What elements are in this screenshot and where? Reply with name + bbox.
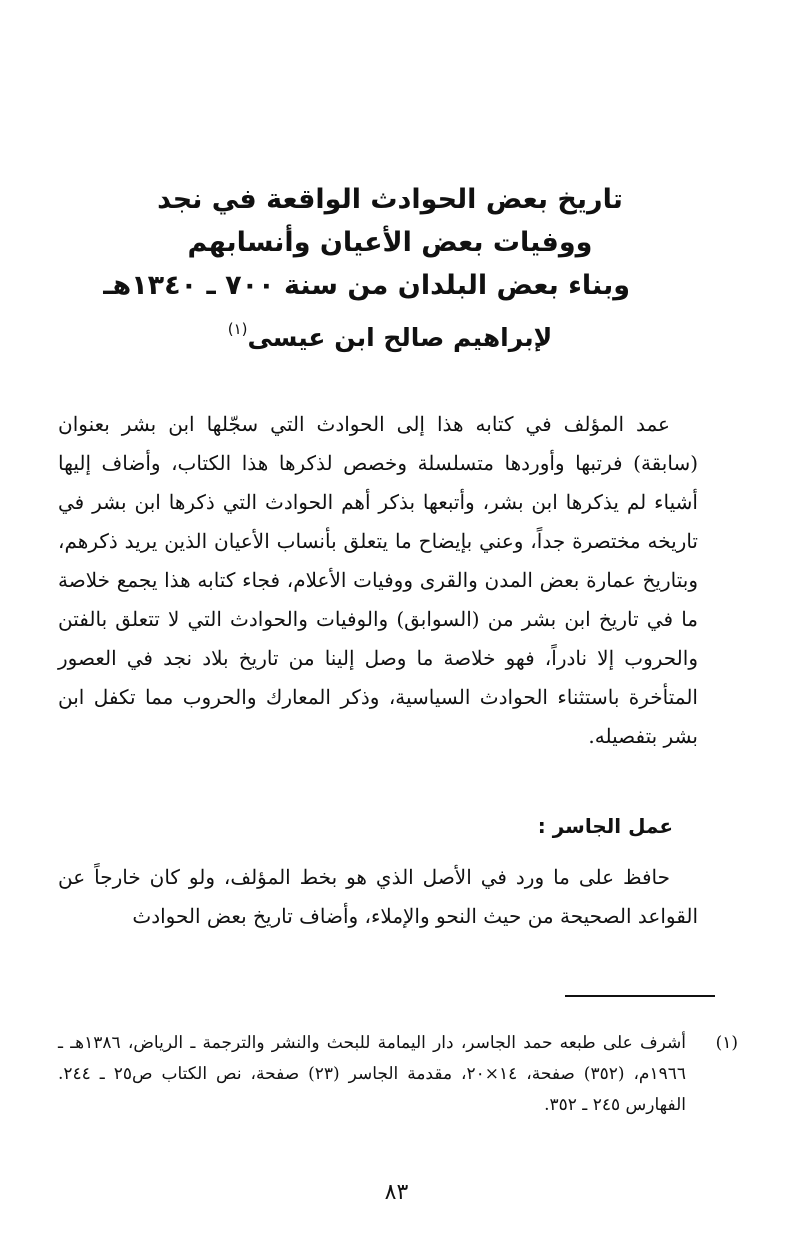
footnote-text: أشرف على طبعه حمد الجاسر، دار اليمامة للبحث والنشر والترجمة ـ الرياض، ١٣٨٦هـ ـ ١٩٦٦م، (٣٥٢) صفحة، ١٤×٢٠، مقدمة الجاسر (٢٣) صفحة، نص الكتاب ص٢٥ ـ ٢٤٤. الفهارس ٢٤٥ ـ ٣٥٢. (58, 1033, 686, 1115)
footnote-divider (565, 995, 715, 997)
page-number: ٨٣ (384, 1180, 409, 1205)
title-line-3: وبناء بعض البلدان من سنة ٧٠٠ ـ ١٣٤٠هـ (103, 270, 630, 301)
footnote-reference[interactable]: (١) (227, 320, 248, 338)
footnotes (58, 1028, 738, 1121)
footnote-item (58, 1028, 738, 1121)
section-paragraph: حافظ على ما ورد في الأصل الذي هو بخط المؤلف، ولو كان خارجاً عن القواعد الصحيحة من حيث النحو والإملاء، وأضاف تاريخ بعض الحوادث (58, 865, 698, 928)
section-heading: عمل الجاسر : (537, 814, 673, 838)
footnote-marker: (١) (715, 1033, 738, 1053)
section-text (58, 858, 698, 936)
title-line-2: ووفيات بعض الأعيان وأنسابهم (187, 227, 593, 258)
author-line (150, 307, 630, 360)
author-name: لإبراهيم صالح ابن عيسى (247, 323, 553, 352)
title-block (103, 178, 630, 360)
intro-text (58, 405, 698, 756)
intro-paragraph: عمد المؤلف في كتابه هذا إلى الحوادث التي سجّلها ابن بشر بعنوان (سابقة) فرتبها وأوردها متسلسلة وخصص لذكرها هذا الكتاب، وأضاف إليها أشياء لم يذكرها ابن بشر، وأتبعها بذكر أهم الحوادث التي ذكرها ابن بشر في تاريخه مختصرة جداً، وعني بإيضاح ما يتعلق بأنساب الأعيان الذين يريد ذكرهم، وبتاريخ عمارة بعض المدن والقرى ووفيات الأعلام، فجاء كتابه هذا يجمع خلاصة ما في تاريخ ابن بشر من (السوابق) والوفيات والحوادث التي لا تتعلق بالفتن والحروب إلا نادراً، فهو خلاصة ما وصل إلينا من تاريخ بلاد نجد في العصور المتأخرة باستثناء الحوادث السياسية، وذكر المعارك والحروب مما تكفل ابن بشر بتفصيله. (58, 412, 698, 748)
title-line-1: تاريخ بعض الحوادث الواقعة في نجد (157, 184, 623, 215)
